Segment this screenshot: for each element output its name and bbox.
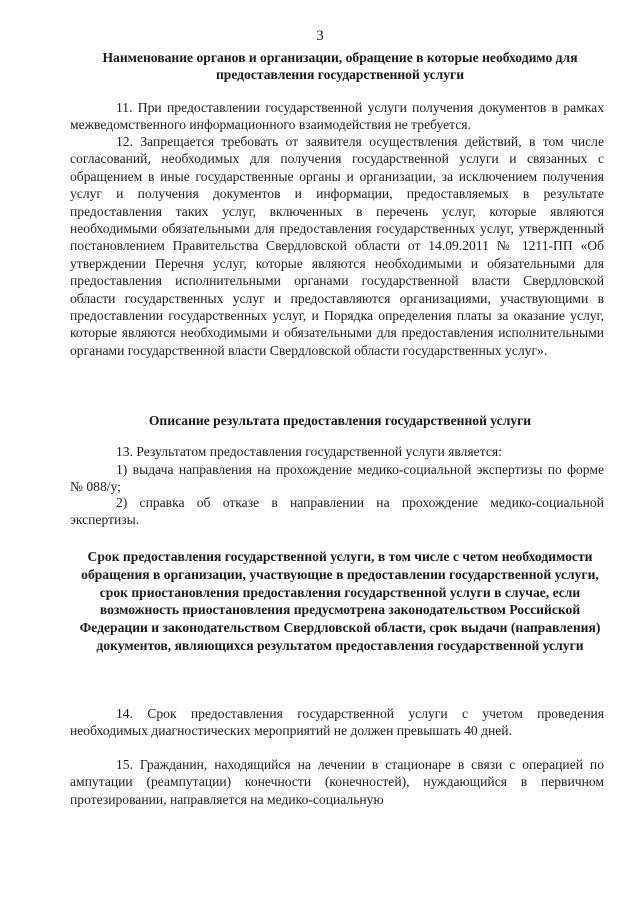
paragraph-15: 15. Гражданин, находящийся на лечении в стационаре в связи с операцией по ампутации (реампутации) конечности (конечностей), нуждающийся в первичном протезировании, направляется на медико-социальную — [70, 757, 604, 807]
paragraph-12: 12. Запрещается требовать от заявителя осуществления действий, в том числе согласований, необходимых для получения государственной услуги и связанных с обращением в иные государственные органы и организации, за исключением получения услуг и получения документов и информации, предоставляемых в результате предоставления таких услуг, включенных в перечень услуг, которые являются необходимыми обязательными для предоставления государственных услуг, утвержденный постановлением Правительства Свердловской области от 14.09.2011 № 1211-ПП «Об утверждении Перечня услуг, которые являются необходимыми и обязательными для предоставления исполнительными органами государственной власти Свердловской области государственных услуг и предоставляются организациями, участвующими в предоставлении государственных услуг, и Порядка определения платы за оказание услуг, которые являются необходимыми и обязательными для предоставления исполнительными органами государственной власти Свердловской области государственных услуг». — [70, 134, 604, 358]
section-heading-result: Описание результата предоставления государственной услуги — [148, 413, 532, 428]
section-heading-organizations: Наименование органов и организации, обращение в которые необходимо для предоставления государственной услуги — [102, 50, 578, 83]
page-number: 3 — [316, 28, 324, 44]
paragraph-13: 13. Результатом предоставления государственной услуги является: — [116, 444, 502, 459]
paragraph-14: 14. Срок предоставления государственной услуги с учетом проведения необходимых диагностических мероприятий не должен превышать 40 дней. — [70, 706, 604, 739]
paragraph-11: 11. При предоставлении государственной услуги получения документов в рамках межведомственного информационного взаимодействия не требуется. — [70, 100, 604, 133]
paragraph-13-item-1: 1) выдача направления на прохождение медико-социальной экспертизы по форме № 088/у; — [70, 462, 604, 495]
section-heading-term: Срок предоставления государственной услуги, в том числе с четом необходимости обращения в организации, участвующие в предоставлении государственной услуги, срок приостановления предоставления государственной услуги в случае, если возможность приостановления предусмотрена законодательством Российской Федерации и законодательством Свердловской области, срок выдачи (направления) документов, являющихся результатом предоставления государственной услуги — [79, 549, 601, 653]
paragraph-13-item-2: 2) справка об отказе в направлении на прохождение медико-социальной экспертизы. — [70, 495, 604, 528]
